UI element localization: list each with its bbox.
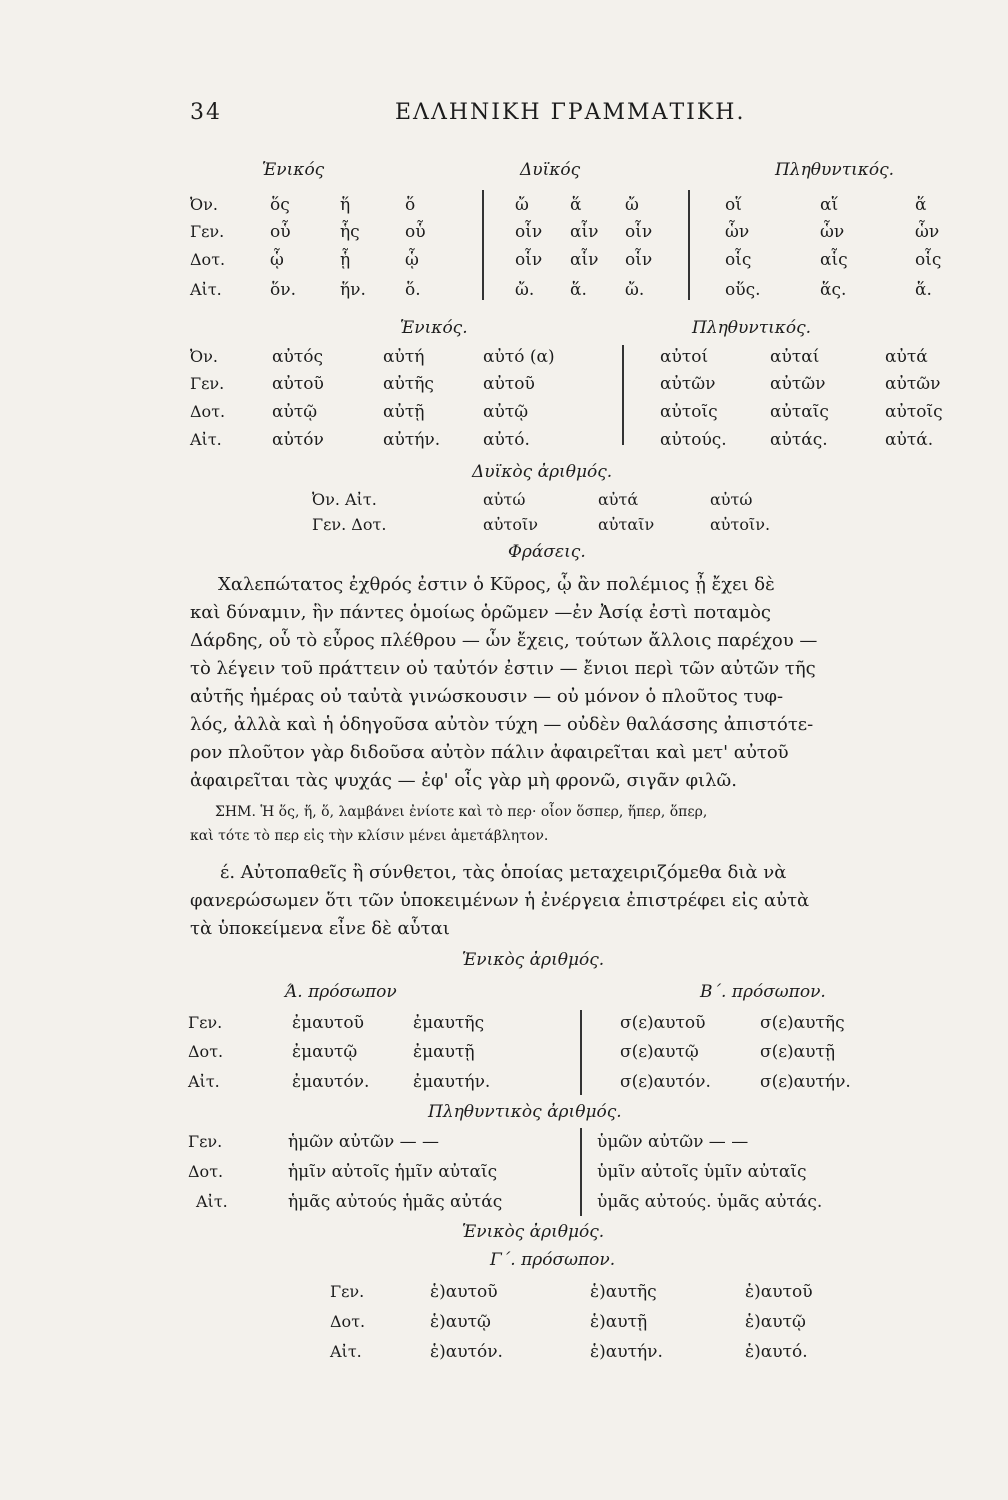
case-label: Ὀν. [190, 195, 218, 214]
table-cell: ἑ)αυτῇ [590, 1312, 648, 1332]
table-cell: ὅν. [270, 280, 296, 300]
heading-singular: Ἑνικός [262, 160, 325, 180]
text-line: Χαλεπώτατος ἐχθρός ἐστιν ὁ Κῦρος, ᾧ ἂν πολέμιος ᾖ ἔχει δὲ [218, 574, 775, 595]
table-cell: αὐτοῖν [483, 515, 539, 534]
table-cell: αὐτά [598, 490, 639, 509]
heading-singular: Ἑνικός. [400, 318, 468, 338]
case-label: Αἰτ. [330, 1342, 362, 1361]
table-cell: ἥ [340, 195, 351, 215]
table-cell: οἷν [515, 222, 543, 242]
table-cell: ἅς. [820, 280, 847, 300]
table-cell: αἷν [570, 222, 599, 242]
table-cell: ὅς [270, 195, 290, 215]
table-cell: οἷς [725, 250, 752, 270]
table-cell: οὕς. [725, 280, 761, 300]
table-cell: αὐτή [383, 347, 425, 367]
table-cell: αὐταῖν [598, 515, 655, 534]
table-cell: ᾧ [405, 250, 419, 270]
table-cell: ὤ. [515, 280, 535, 300]
table-cell: σ(ε)αυτῇ [760, 1042, 836, 1062]
table-cell: ἑ)αυτοῦ [430, 1282, 498, 1302]
text-line: Δάρδης, οὗ τὸ εὖρος πλέθρου — ὧν ἔχεις, τούτων ἄλλοις παρέχου — [190, 630, 818, 651]
table-cell: αὐτῇ [383, 402, 425, 422]
table-cell: ἑ)αυτό. [745, 1342, 808, 1362]
table-cell: οὗ [270, 222, 291, 242]
person-heading: Ά. πρόσωπον [285, 982, 397, 1002]
case-label: Γεν. Δοτ. [312, 515, 387, 534]
case-label: Ὀν. Αἰτ. [312, 490, 377, 509]
column-divider [688, 190, 690, 300]
table-cell: ὧν [725, 222, 750, 242]
table-cell: ὅ [405, 195, 416, 215]
text-line: ἀφαιρεῖται τὰς ψυχάς — ἐφ' οἷς γὰρ μὴ φρονῶ, σιγᾶν φιλῶ. [190, 770, 737, 791]
table-cell: ἡμῶν αὐτῶν — — [288, 1132, 440, 1152]
table-cell: ἐμαυτῷ [292, 1042, 358, 1062]
table-cell: οἷς [915, 250, 942, 270]
table-cell: αὐταί [770, 347, 820, 367]
table-cell: ἑ)αυτήν. [590, 1342, 663, 1362]
table-cell: αἵ [820, 195, 839, 215]
column-divider [622, 345, 624, 445]
table-cell: ἅ. [915, 280, 932, 300]
table-cell: αὐτά [885, 347, 928, 367]
heading-plural: Πληθυντικός. [692, 318, 812, 338]
table-cell: αὐτό (α) [483, 347, 555, 367]
case-label: Δοτ. [188, 1042, 224, 1061]
table-cell: ὧν [820, 222, 845, 242]
table-cell: οἷν [625, 250, 653, 270]
table-cell: αὐτοῖς [660, 402, 718, 422]
table-cell: αὐτά. [885, 430, 934, 450]
table-cell: αὐτήν. [383, 430, 441, 450]
text-line: τὸ λέγειν τοῦ πράττειν οὐ ταὐτόν ἐστιν — ἔνιοι περὶ τῶν αὐτῶν τῆς [190, 658, 816, 679]
table-cell: αὐτόν [272, 430, 324, 450]
table-cell: σ(ε)αυτόν. [620, 1072, 711, 1092]
table-cell: σ(ε)αυτῆς [760, 1013, 845, 1033]
case-label: Γεν. [188, 1132, 223, 1151]
text-line: λός, ἀλλὰ καὶ ἡ ὁδηγοῦσα αὐτὸν τύχη — οὐδὲν θαλάσσης ἀπιστότε- [190, 714, 814, 735]
table-cell: ὤ. [625, 280, 645, 300]
table-cell: αὐτοί [660, 347, 709, 367]
table-cell: ἐμαυτῇ [413, 1042, 475, 1062]
table-cell: ἑ)αυτῷ [430, 1312, 491, 1332]
table-cell: ἐμαυτόν. [292, 1072, 370, 1092]
running-title: ΕΛΛΗΝΙΚΗ ΓΡΑΜΜΑΤΙΚΗ. [395, 100, 746, 125]
table-cell: ἡμῖν αὐτοῖς ἡμῖν αὐταῖς [288, 1162, 498, 1182]
table-cell: ὤ [625, 195, 639, 215]
table-cell: ὑμῖν αὐτοῖς ὑμῖν αὐταῖς [597, 1162, 807, 1182]
case-label: Γεν. [330, 1282, 365, 1301]
table-cell: ᾗ [340, 250, 351, 270]
case-label: Αἰτ. [190, 280, 222, 299]
case-label: Γεν. [190, 374, 225, 393]
table-cell: ἐμαυτήν. [413, 1072, 491, 1092]
table-cell: ἡμᾶς αὐτούς ἡμᾶς αὐτάς [288, 1192, 503, 1212]
table-cell: αὐτῶν [770, 374, 826, 394]
case-label: Δοτ. [190, 250, 226, 269]
table-cell: αὐτοῖς [885, 402, 943, 422]
table-cell: ὤ [515, 195, 529, 215]
table-cell: ἅ [570, 195, 582, 215]
table-cell: αὐτώ [710, 490, 753, 509]
section-heading: Ἑνικὸς ἀριθμός. [462, 950, 605, 970]
table-cell: ἑ)αυτῷ [745, 1312, 806, 1332]
table-cell: αὐταῖς [770, 402, 829, 422]
case-label: Δοτ. [188, 1162, 224, 1181]
table-cell: ἑ)αυτόν. [430, 1342, 503, 1362]
table-cell: αὐτάς. [770, 430, 828, 450]
page-number: 34 [190, 100, 222, 125]
table-cell: ἑ)αυτῆς [590, 1282, 657, 1302]
case-label: Αἰτ. [196, 1192, 228, 1211]
table-cell: αὐτῷ [272, 402, 318, 422]
table-cell: αὐτῶν [660, 374, 716, 394]
table-cell: αὐτό. [483, 430, 530, 450]
table-cell: αὐτός [272, 347, 323, 367]
table-cell: αὐτούς. [660, 430, 727, 450]
table-cell: ἅ. [570, 280, 587, 300]
table-cell: ὅ. [405, 280, 421, 300]
case-label: Αἰτ. [188, 1072, 220, 1091]
text-line: έ. Αὐτοπαθεῖς ἢ σύνθετοι, τὰς ὁποίας μεταχειριζόμεθα διὰ νὰ [220, 862, 787, 883]
note-line: καὶ τότε τὸ περ εἰς τὴν κλίσιν μένει ἀμετάβλητον. [190, 828, 549, 844]
table-cell: ᾧ [270, 250, 284, 270]
case-label: Γεν. [190, 222, 225, 241]
table-cell: αὐτοῦ [272, 374, 324, 394]
table-cell: ἐμαυτοῦ [292, 1013, 364, 1033]
table-cell: αἷν [570, 250, 599, 270]
text-line: αὐτῆς ἡμέρας οὐ ταὐτὰ γινώσκουσιν — οὐ μόνον ὁ πλοῦτος τυφ- [190, 686, 784, 707]
person-heading: Γ΄. πρόσωπον. [490, 1250, 616, 1270]
column-divider [580, 1128, 582, 1216]
table-cell: ἥν. [340, 280, 366, 300]
case-label: Γεν. [188, 1013, 223, 1032]
heading-plural: Πληθυντικός. [775, 160, 895, 180]
table-cell: αἷς [820, 250, 848, 270]
table-cell: ὑμῶν αὐτῶν — — [597, 1132, 749, 1152]
text-line: καὶ δύναμιν, ἣν πάντες ὁμοίως ὁρῶμεν —ἐν Ἀσίᾳ ἐστὶ ποταμὸς [190, 602, 771, 623]
table-cell: αὐτώ [483, 490, 526, 509]
table-cell: οἵ [725, 195, 742, 215]
table-cell: ὑμᾶς αὐτούς. ὑμᾶς αὐτάς. [597, 1192, 823, 1212]
table-cell: ὧν [915, 222, 940, 242]
case-label: Δοτ. [190, 402, 226, 421]
table-cell: σ(ε)αυτοῦ [620, 1013, 706, 1033]
dual-heading: Δυϊκὸς ἀριθμός. [472, 462, 613, 482]
text-line: τὰ ὑποκείμενα εἶνε δὲ αὗται [190, 918, 450, 939]
table-cell: αὐτοῖν. [710, 515, 771, 534]
table-cell: αὐτοῦ [483, 374, 535, 394]
case-label: Δοτ. [330, 1312, 366, 1331]
table-cell: αὐτῶν [885, 374, 941, 394]
table-cell: οἷν [515, 250, 543, 270]
text-line: ρον πλοῦτον γὰρ διδοῦσα αὐτὸν πάλιν ἀφαιρεῖται καὶ μετ' αὐτοῦ [190, 742, 789, 763]
table-cell: αὐτῆς [383, 374, 434, 394]
column-divider [482, 190, 484, 300]
table-cell: αὐτῷ [483, 402, 529, 422]
phrases-heading: Φράσεις. [508, 542, 586, 562]
table-cell: οὗ [405, 222, 426, 242]
text-line: φανερώσωμεν ὅτι τῶν ὑποκειμένων ἡ ἐνέργεια ἐπιστρέφει εἰς αὐτὰ [190, 890, 810, 911]
person-heading: Β΄. πρόσωπον. [700, 982, 826, 1002]
heading-dual: Δυϊκός [520, 160, 581, 180]
table-cell: σ(ε)αυτῷ [620, 1042, 699, 1062]
table-cell: ἅ [915, 195, 927, 215]
table-cell: ἐμαυτῆς [413, 1013, 485, 1033]
section-heading: Ἑνικὸς ἀριθμός. [462, 1222, 605, 1242]
column-divider [580, 1010, 582, 1095]
case-label: Ὀν. [190, 347, 218, 366]
table-cell: ἑ)αυτοῦ [745, 1282, 813, 1302]
table-cell: σ(ε)αυτήν. [760, 1072, 851, 1092]
case-label: Αἰτ. [190, 430, 222, 449]
note-line: ΣΗΜ. Ἡ ὅς, ἥ, ὅ, λαμβάνει ἐνίοτε καὶ τὸ περ· οἷον ὅσπερ, ἥπερ, ὅπερ, [215, 804, 708, 820]
plural-heading: Πληθυντικὸς ἀριθμός. [428, 1102, 622, 1122]
table-cell: οἷν [625, 222, 653, 242]
table-cell: ἧς [340, 222, 360, 242]
